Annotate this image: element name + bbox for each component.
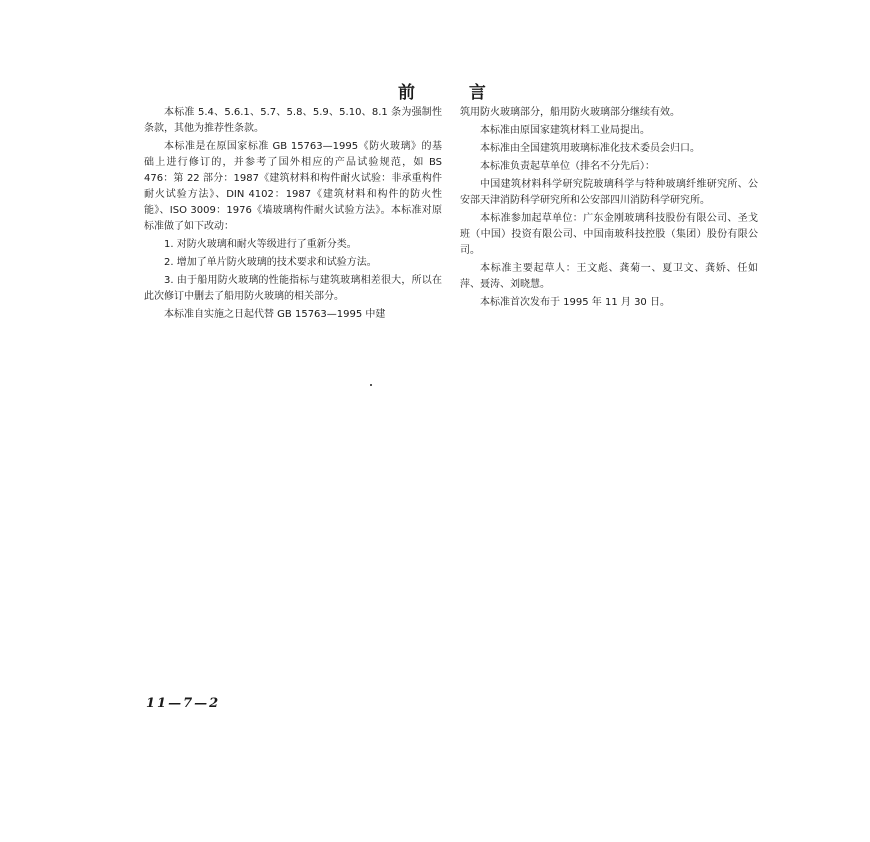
paragraph: 本标准负责起草单位（排名不分先后）： [480,161,655,172]
page-title: 前 言 [398,83,510,103]
paragraph: 本标准首次发布于 1995 年 11 月 30 日。 [480,297,670,308]
left-column [144,105,442,325]
paragraph: 中国建筑材料科学研究院玻璃科学与特种玻璃纤维研究所、公安部天津消防科学研究所和公安部四川消防科学研究所。 [460,179,758,206]
paragraph: 本标准主要起草人：王文彪、龚菊一、夏卫文、龚娇、任如萍、聂涛、刘晓慧。 [460,263,758,290]
list-item: 2. 增加了单片防火玻璃的技术要求和试验方法。 [164,257,377,268]
paragraph: 本标准是在原国家标准 GB 15763—1995《防火玻璃》的基础上进行修订的，并参考了国外相应的产品试验规范，如 BS 476：第 22 部分：1987《建筑材料和构件耐火试验：非承重构件耐火试验方法》、DIN 4102：1987《建筑材料和构件的防火性能》、ISO 3009：1976《墙玻璃构件耐火试验方法》。本标准对原标准做了如下改动： [144,141,442,232]
page-number: 11—7—2 [146,696,221,711]
right-column [460,105,758,313]
scan-speck [370,384,372,386]
paragraph: 本标准由原国家建筑材料工业局提出。 [480,125,650,136]
paragraph: 本标准参加起草单位：广东金刚玻璃科技股份有限公司、圣戈班（中国）投资有限公司、中国南玻科技控股（集团）股份有限公司。 [460,213,758,256]
list-item: 1. 对防火玻璃和耐火等级进行了重新分类。 [164,239,357,250]
paragraph: 本标准 5.4、5.6.1、5.7、5.8、5.9、5.10、8.1 条为强制性条款，其他为推荐性条款。 [144,107,442,134]
list-item: 3. 由于船用防火玻璃的性能指标与建筑玻璃相差很大，所以在此次修订中删去了船用防火玻璃的相关部分。 [144,275,442,302]
paragraph: 本标准由全国建筑用玻璃标准化技术委员会归口。 [480,143,700,154]
paragraph: 本标准自实施之日起代替 GB 15763—1995 中建 [164,309,386,320]
paragraph: 筑用防火玻璃部分，船用防火玻璃部分继续有效。 [460,107,680,118]
